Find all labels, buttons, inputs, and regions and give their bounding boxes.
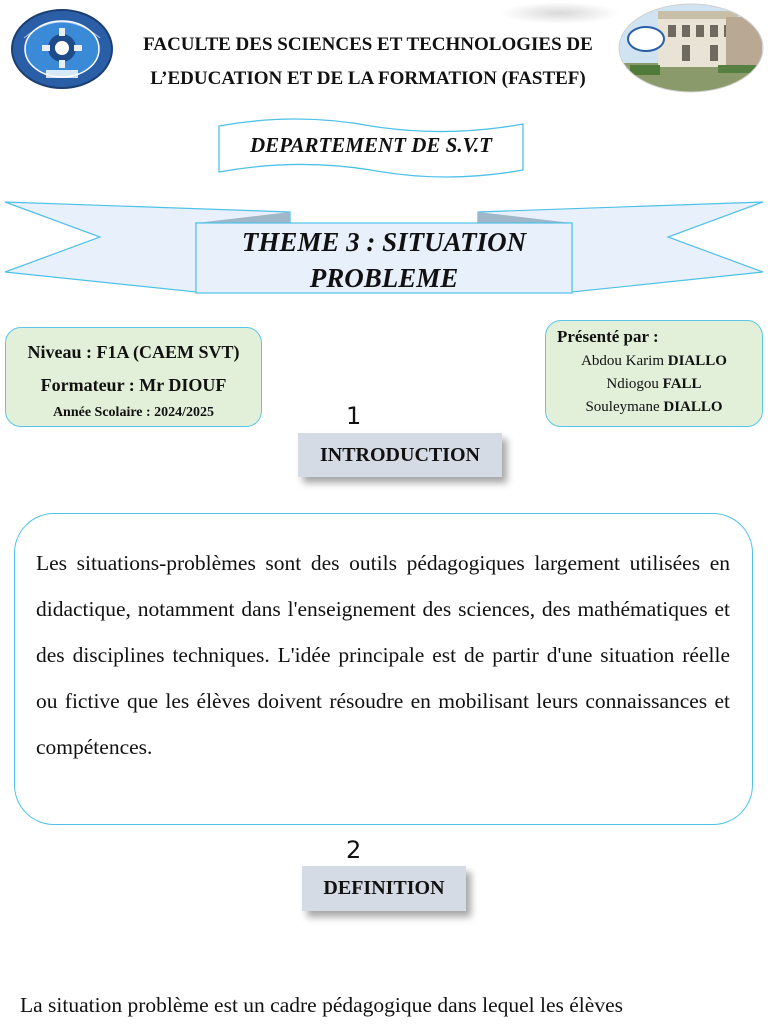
section-heading-introduction: INTRODUCTION [298,433,502,477]
presenter-last-name: DIALLO [663,399,723,415]
decorative-shadow [500,2,620,24]
presenter-first-name: Souleymane [585,399,660,415]
theme-title-line2: PROBLEME [309,263,459,293]
presenter-name [546,399,762,416]
introduction-box [14,513,753,825]
course-level: Niveau : F1A (CAEM SVT) [27,342,240,362]
presenter-last-name: FALL [662,376,702,392]
department-title: DEPARTEMENT DE S.V.T [250,133,492,157]
institution-title [120,28,616,96]
definition-paragraph: La situation problème est un cadre pédagogique dans lequel les élèves [20,993,623,1017]
institution-title-line2: L’EDUCATION ET DE LA FORMATION (FASTEF) [150,68,586,89]
university-seal-logo-icon [10,8,114,90]
school-year: Année Scolaire : 2024/2025 [52,405,215,420]
section-heading-definition: DEFINITION [302,866,466,911]
introduction-paragraph: Les situations-problèmes sont des outils pédagogiques largement utilisées en didactique, notamment dans l'enseignement des sciences, des mathématiques et des disciplines techniques. L'idée principale est de partir d'une situation réelle ou fictive que les élèves doivent résoudre en mobilisant leurs connaissances et compétences. [36,551,730,759]
fastef-building-photo-icon [618,3,764,93]
presenter-first-name: Ndiogou [606,376,659,392]
fastef-photo [618,3,764,93]
presenters-box [545,320,763,427]
presenter-name [546,353,762,370]
presenter-last-name: DIALLO [667,353,727,369]
course-trainer: Formateur : Mr DIOUF [40,375,227,395]
presenter-first-name: Abdou Karim [581,353,664,369]
section-number: 1 [346,402,362,430]
section-number: 2 [346,836,362,864]
theme-title-line1: THEME 3 : SITUATION [241,227,527,257]
presenter-name [546,376,762,393]
institution-title-line1: FACULTE DES SCIENCES ET TECHNOLOGIES DE [143,34,593,55]
theme-title [196,224,572,296]
course-info-box [5,327,262,427]
presenters-heading: Présenté par : [557,327,659,346]
university-logo [10,8,114,90]
